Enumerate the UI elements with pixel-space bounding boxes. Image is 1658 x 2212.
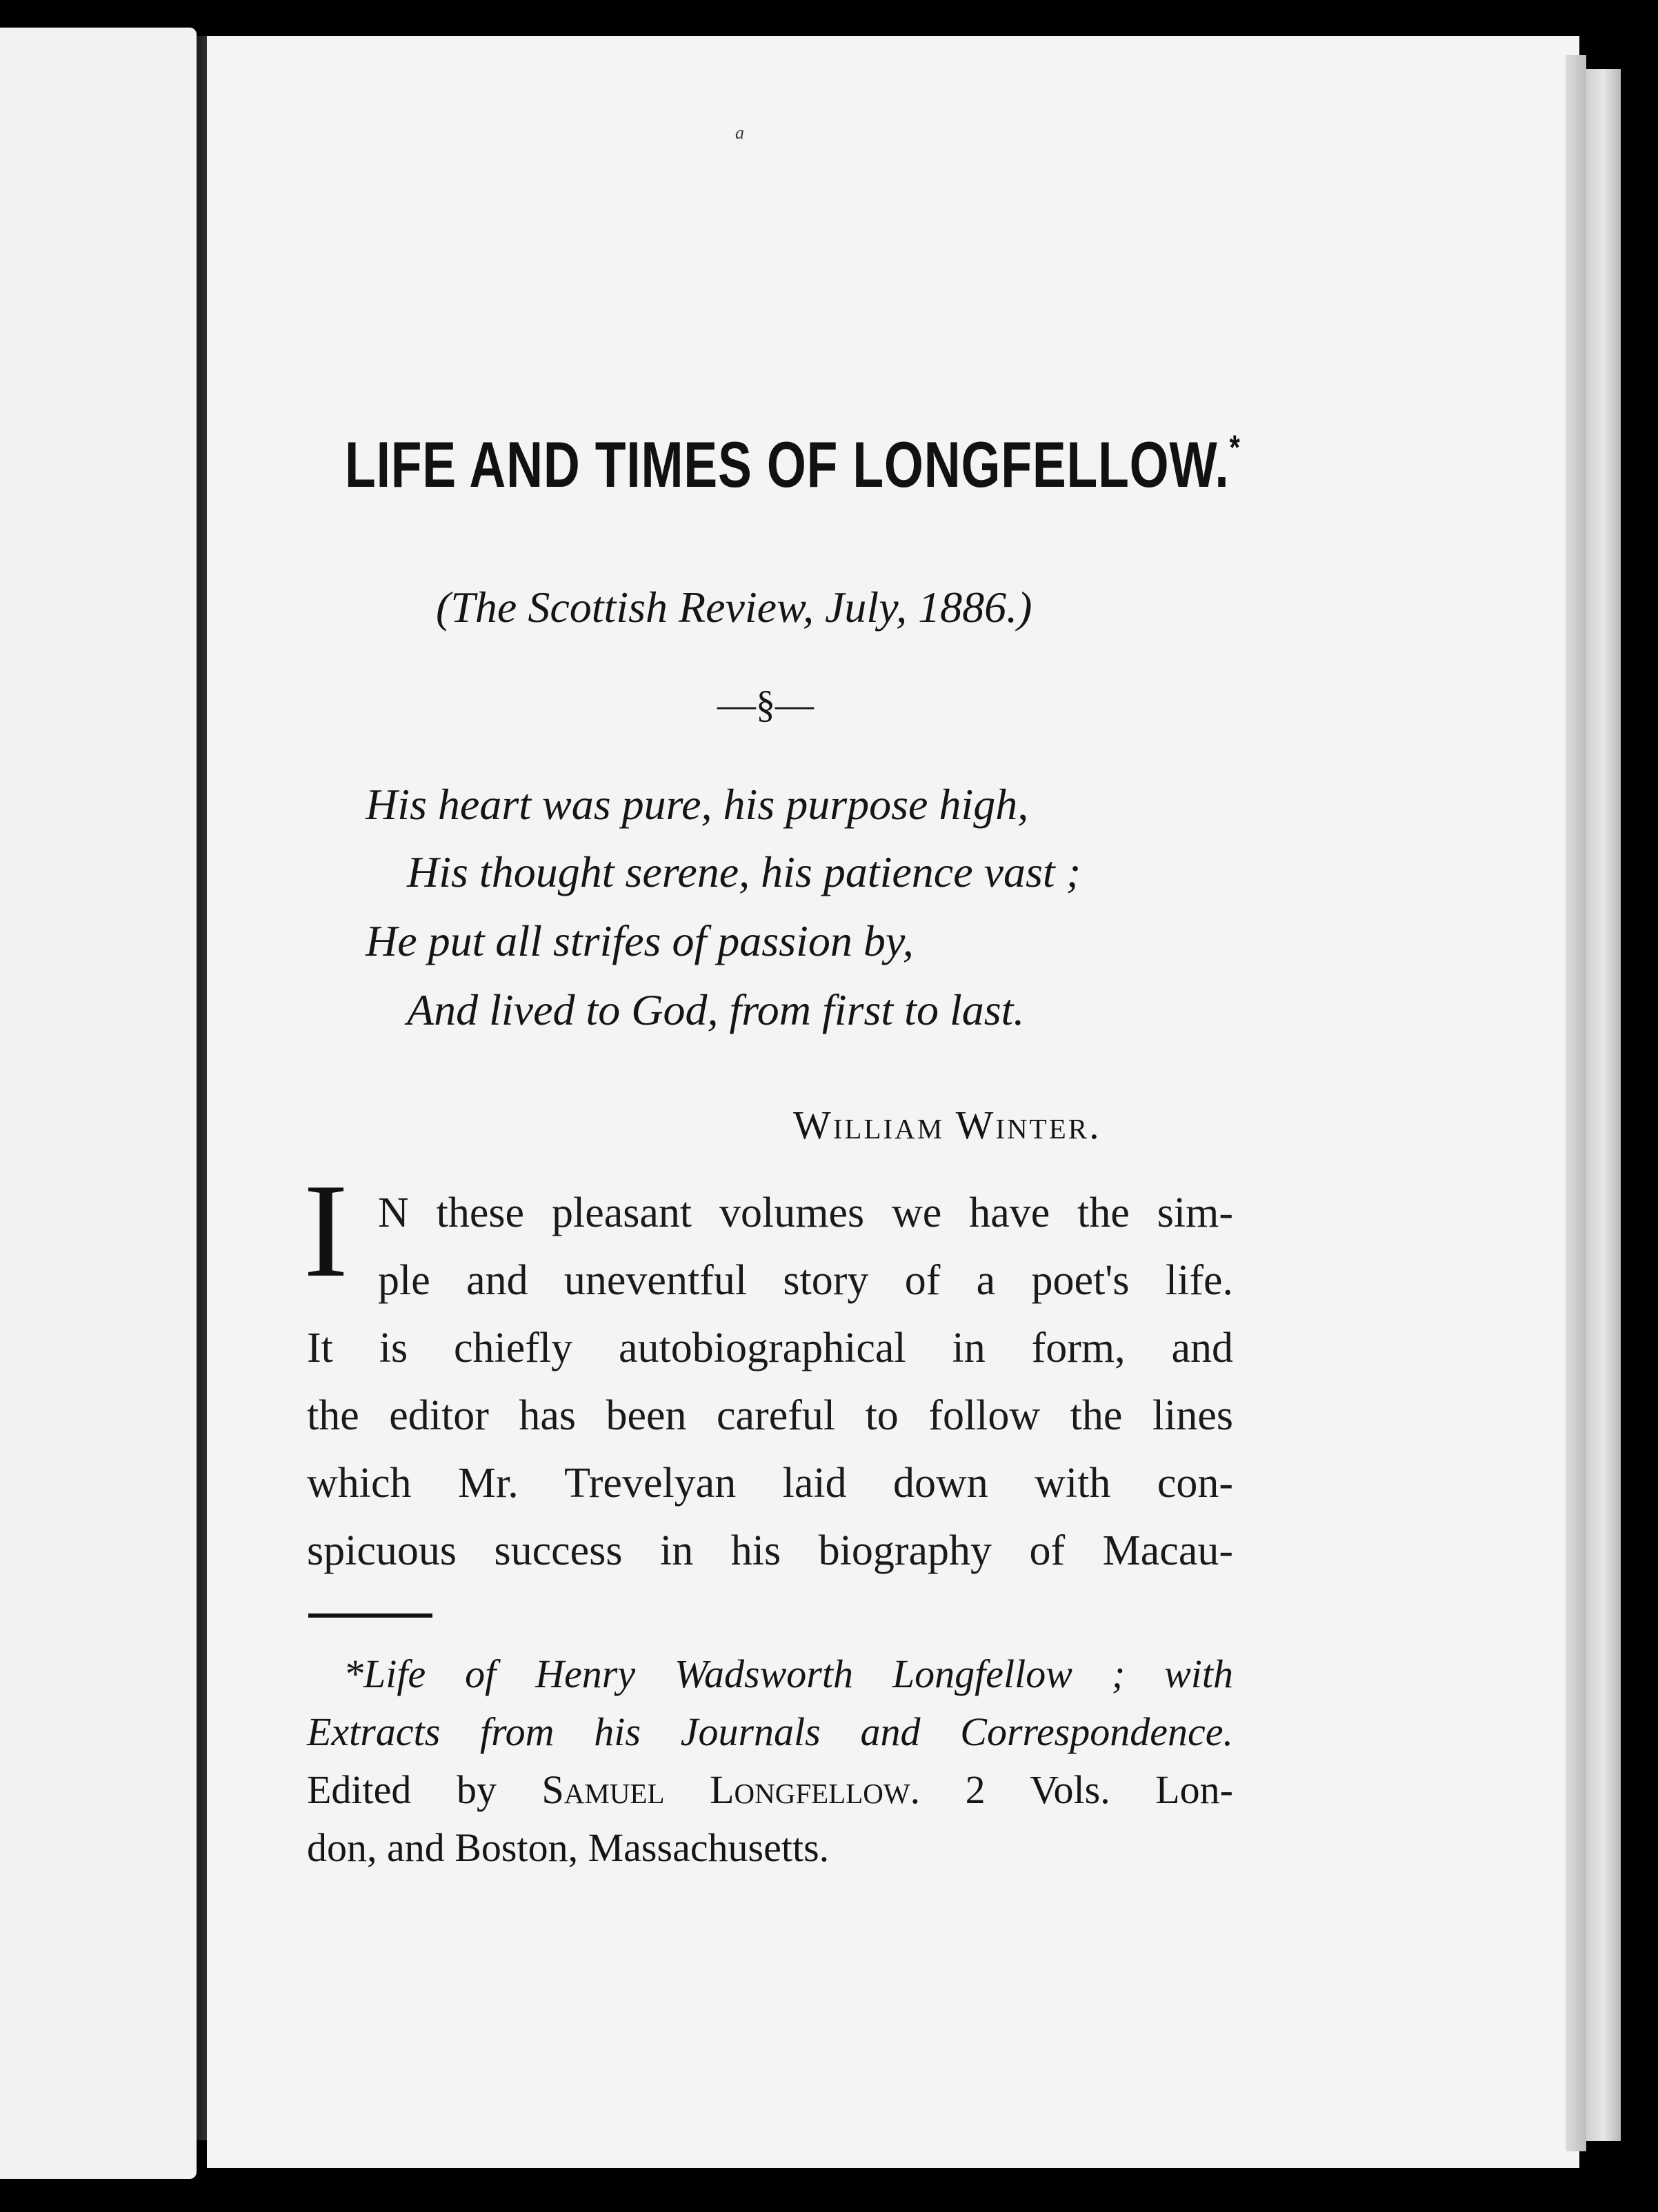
title-footnote-marker: * xyxy=(1229,428,1241,467)
drop-cap: I xyxy=(303,1156,348,1305)
footnote-line: don, and Boston, Massachusetts. xyxy=(307,1825,830,1870)
footnote-editor-suffix: . 2 Vols. Lon- xyxy=(910,1767,1233,1812)
footnote-line: Extracts from his Journals and Correspondence. xyxy=(307,1709,1233,1754)
page-title xyxy=(345,428,1241,502)
body-line: ple and uneventful story of a poet's life. xyxy=(378,1257,1233,1304)
verse-line: His thought serene, his patience vast ; xyxy=(407,847,1081,896)
footnote-text: Life of Henry Wadsworth Longfellow ; with xyxy=(363,1651,1233,1696)
body-line: which Mr. Trevelyan laid down with con- xyxy=(307,1460,1233,1507)
footnote-editor-name: Samuel Longfellow xyxy=(541,1767,910,1812)
body-line: spicuous success in his biography of Macau- xyxy=(307,1527,1233,1574)
footnote-line xyxy=(307,1767,1233,1813)
stray-mark: a xyxy=(735,123,744,143)
verse-author: William Winter. xyxy=(793,1103,1101,1147)
title-text: LIFE AND TIMES OF LONGFELLOW. xyxy=(345,428,1230,501)
source-citation: (The Scottish Review, July, 1886.) xyxy=(436,583,1032,632)
verse-line: His heart was pure, his purpose high, xyxy=(366,780,1029,829)
body-line: It is chiefly autobiographical in form, and xyxy=(307,1325,1233,1371)
footnote-marker: * xyxy=(343,1651,363,1696)
section-divider: —§— xyxy=(717,683,814,726)
verse-line: And lived to God, from first to last. xyxy=(407,985,1025,1034)
body-line: N these pleasant volumes we have the sim- xyxy=(378,1189,1233,1236)
body-line: the editor has been careful to follow the lines xyxy=(307,1392,1233,1439)
footnote-editor-prefix: Edited by xyxy=(307,1767,497,1812)
verse-line: He put all strifes of passion by, xyxy=(366,916,914,965)
footnote-line xyxy=(343,1651,1233,1697)
footnote-rule xyxy=(308,1613,432,1618)
